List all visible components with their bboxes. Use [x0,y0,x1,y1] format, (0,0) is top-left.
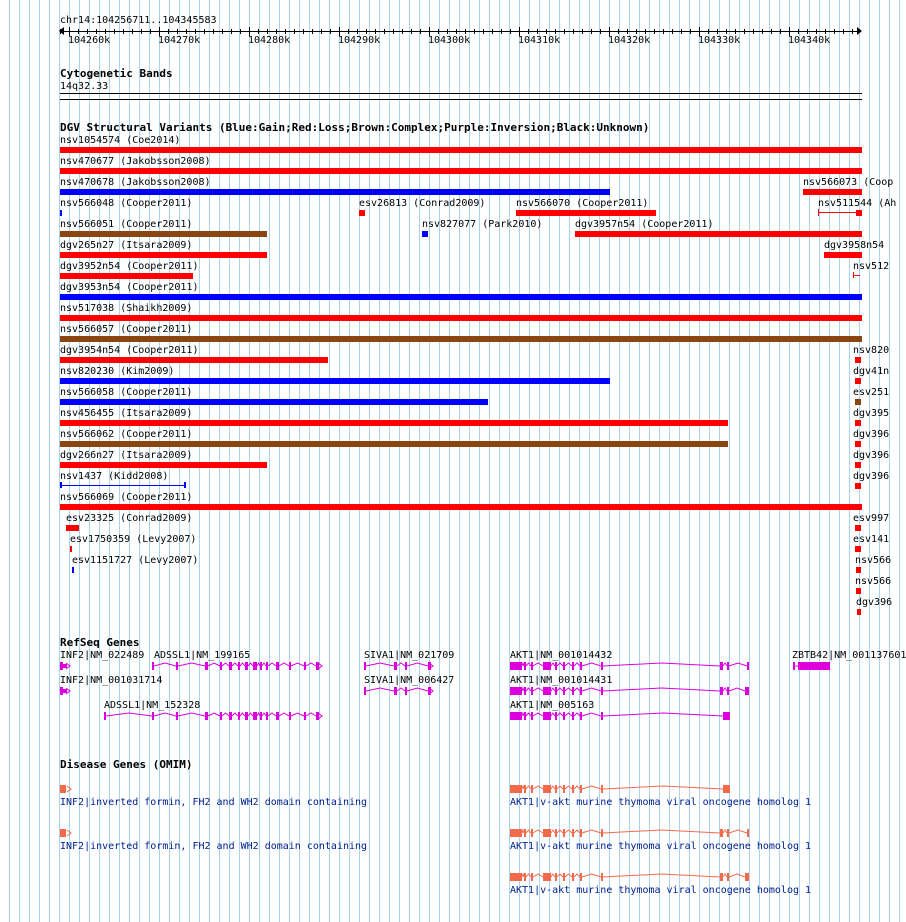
cytoband-label: 14q32.33 [60,81,109,92]
exon [555,785,557,793]
exon [745,873,749,881]
exon [572,873,574,881]
ruler-tick-label: 104260k [68,35,111,46]
intron-line [522,874,524,877]
intron-line [526,830,531,833]
strand-arrow [67,786,71,792]
gene-label: ADSSL1|NM_152328 [104,700,201,711]
ruler-tick-label: 104300k [428,35,471,46]
intron-line [729,874,745,877]
exon [510,785,522,793]
intron-line [557,786,563,789]
variant-label: dgv3958n54 [824,240,885,251]
variant-label: nsv566 [855,555,892,566]
intron-line [551,874,555,877]
dgv-track-title[interactable]: DGV Structural Variants (Blue:Gain;Red:Loss;Brown:Complex;Purple:Inversion;Black:Unknown) [60,121,650,134]
exon [727,873,729,881]
variant-label: nsv1437 (Kidd2008) [60,471,169,482]
exon [720,873,723,881]
ruler-location: chr14:104256711..104345583 [60,15,217,26]
intron-line [582,874,601,877]
intron-line [574,830,580,833]
intron-line [533,830,543,833]
exon [720,829,723,837]
variant-label: dgv396 [853,450,890,461]
exon [572,785,574,793]
exon [510,829,522,837]
ruler-tick-label: 104290k [338,35,381,46]
variant-label: dgv395 [853,408,890,419]
variant-label: nsv470678 (Jakobsson2008) [60,177,211,188]
variant-label: nsv827077 (Park2010) [422,219,543,230]
variant-label: esv1151727 (Levy2007) [72,555,199,566]
intron-line [603,874,720,877]
intron-line [723,830,727,833]
variant-label: nsv511544 (Ah [818,198,897,209]
variant-label: nsv566051 (Cooper2011) [60,219,193,230]
intron-line [582,830,601,833]
ruler-tick-label: 104280k [248,35,291,46]
disease-gene-label: AKT1|v-akt murine thymoma viral oncogene homolog 1 [510,885,812,896]
variant-label: nsv566062 (Cooper2011) [60,429,193,440]
gene-label: AKT1|NM_005163 [510,700,595,711]
exon [727,829,729,837]
variant-label: esv1750359 (Levy2007) [70,534,197,545]
gene-label: SIVA1|NM_006427 [364,675,455,686]
variant-label: dgv3957n54 (Cooper2011) [575,219,714,230]
variant-label: nsv456455 (Itsara2009) [60,408,193,419]
disease-gene-label: AKT1|v-akt murine thymoma viral oncogene homolog 1 [510,841,812,852]
intron-line [533,786,543,789]
exon [723,785,730,793]
ruler-tick-label: 104320k [608,35,651,46]
variant-label: nsv566 [855,576,892,587]
variant-label: dgv396 [853,429,890,440]
exon [524,873,526,881]
variant-label: nsv820 [853,345,890,356]
intron-line [526,786,531,789]
exon [524,829,526,837]
exon [555,873,557,881]
variant-label: dgv3954n54 (Cooper2011) [60,345,199,356]
variant-label: esv26813 (Conrad2009) [359,198,486,209]
variant-label: dgv396 [853,471,890,482]
exon [563,785,565,793]
variant-label: esv251 [853,387,890,398]
variant-label: dgv265n27 (Itsara2009) [60,240,193,251]
exon [601,829,603,837]
ruler-tick-label: 104310k [518,35,561,46]
variant-label: dgv3953n54 (Cooper2011) [60,282,199,293]
exon [543,829,551,837]
intron-line [526,874,531,877]
exon [580,829,582,837]
intron-line [582,786,601,789]
gene-label: SIVA1|NM_021709 [364,650,455,661]
cytoband-track-title[interactable]: Cytogenetic Bands [60,67,173,80]
variant-label: nsv470677 (Jakobsson2008) [60,156,211,167]
ruler-tick-label: 104330k [698,35,741,46]
intron-line [729,830,747,833]
intron-line [551,830,555,833]
variant-label: nsv566073 (Coop [803,177,894,188]
intron-line [565,786,572,789]
variant-label: nsv566069 (Cooper2011) [60,492,193,503]
ruler-tick-label: 104270k [158,35,201,46]
intron-line [565,830,572,833]
exon [543,785,551,793]
gene-label: AKT1|NM_001014432 [510,650,613,661]
intron-line [533,874,543,877]
intron-line [557,830,563,833]
disease-gene-label: AKT1|v-akt murine thymoma viral oncogene homolog 1 [510,797,812,808]
disease-gene-label: INF2|inverted formin, FH2 and WH2 domain containing [60,841,368,852]
variant-label: dgv41n [853,366,890,377]
intron-line [522,786,524,789]
variant-label: esv23325 (Conrad2009) [66,513,193,524]
variant-label: dgv266n27 (Itsara2009) [60,450,193,461]
exon [543,873,551,881]
omim-track-title[interactable]: Disease Genes (OMIM) [60,758,193,771]
intron-line [723,874,727,877]
intron-line [551,786,555,789]
gene-label: AKT1|NM_001014431 [510,675,613,686]
exon [60,785,66,793]
exon [510,873,522,881]
exon [524,785,526,793]
gene-label: ZBTB42|NM_001137601 [792,650,906,661]
exon [531,873,533,881]
intron-line [574,874,580,877]
exon [580,873,582,881]
exon [563,873,565,881]
gene-label: ADSSL1|NM_199165 [154,650,251,661]
exon [531,785,533,793]
exon [555,829,557,837]
intron-line [574,786,580,789]
gene-label: INF2|NM_022489 [60,650,145,661]
exon [60,829,66,837]
intron-line [557,874,563,877]
exon [572,829,574,837]
variant-label: nsv820230 (Kim2009) [60,366,175,377]
exon [563,829,565,837]
variant-label: nsv566070 (Cooper2011) [516,198,649,209]
variant-label: nsv566057 (Cooper2011) [60,324,193,335]
exon [601,873,603,881]
variant-label: nsv566048 (Cooper2011) [60,198,193,209]
variant-label: esv997 [853,513,890,524]
intron-line [522,830,524,833]
strand-arrow [67,830,71,836]
disease-gene-label: INF2|inverted formin, FH2 and WH2 domain containing [60,797,368,808]
exon [580,785,582,793]
exon [531,829,533,837]
intron-line [603,786,723,789]
variant-label: esv141 [853,534,890,545]
variant-label: nsv512 [853,261,890,272]
refseq-track-title[interactable]: RefSeq Genes [60,636,140,649]
intron-line [565,874,572,877]
gene-label: INF2|NM_001031714 [60,675,163,686]
variant-label: nsv517038 (Shaikh2009) [60,303,193,314]
exon [747,829,749,837]
exon [601,785,603,793]
variant-label: dgv3952n54 (Cooper2011) [60,261,199,272]
variant-label: nsv1054574 (Coe2014) [60,135,181,146]
variant-label: nsv566058 (Cooper2011) [60,387,193,398]
intron-line [603,830,720,833]
ruler-tick-label: 104340k [788,35,831,46]
variant-label: dgv396 [856,597,893,608]
